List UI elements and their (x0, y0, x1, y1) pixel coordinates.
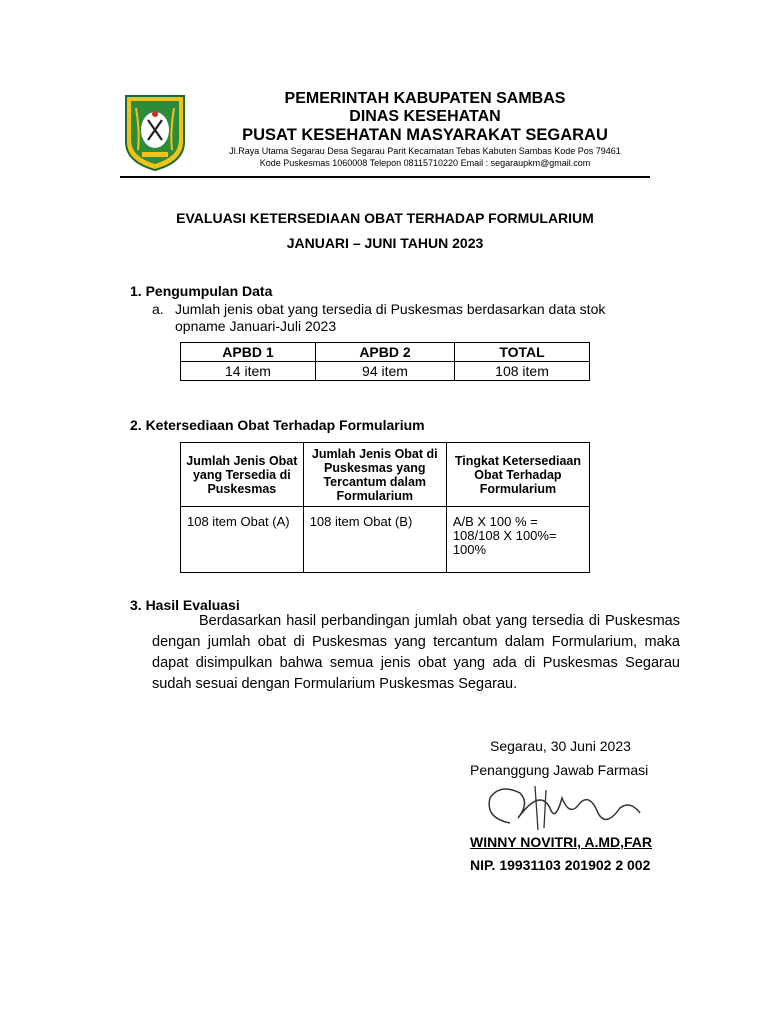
signatory-name: WINNY NOVITRI, A.MD,FAR (470, 834, 652, 850)
signature-role: Penanggung Jawab Farmasi (470, 762, 649, 778)
section1-item-text: Jumlah jenis obat yang tersedia di Puskesmas berdasarkan data stok (175, 301, 606, 317)
table-header-cell: TOTAL (455, 343, 590, 362)
letterhead-line2: DINAS KESEHATAN (349, 108, 501, 125)
table-header-cell: APBD 1 (181, 343, 316, 362)
crest-icon (122, 92, 188, 172)
table-cell: 14 item (181, 362, 316, 381)
section2-heading: 2. Ketersediaan Obat Terhadap Formularium (130, 417, 425, 433)
document-title: EVALUASI KETERSEDIAAN OBAT TERHADAP FORMULARIUM (176, 210, 594, 226)
table-row (181, 362, 590, 381)
section1-item-marker: a. (152, 301, 164, 317)
district-logo (122, 92, 188, 172)
table-header-cell: Jumlah Jenis Obat di Puskesmas yang Tercantum dalam Formularium (303, 443, 446, 507)
table-cell: A/B X 100 % = 108/108 X 100%= 100% (446, 507, 589, 573)
table-header-row (181, 343, 590, 362)
letterhead-line3: PUSAT KESEHATAN MASYARAKAT SEGARAU (242, 126, 608, 144)
handwritten-signature (480, 778, 650, 838)
signatory-nip: NIP. 19931103 201902 2 002 (470, 857, 651, 873)
table-cell: 108 item (455, 362, 590, 381)
table-cell: 108 item Obat (B) (303, 507, 446, 573)
availability-table (180, 442, 590, 573)
table-cell: 94 item (315, 362, 454, 381)
table-header-cell: Tingkat Ketersediaan Obat Terhadap Formularium (446, 443, 589, 507)
section3-heading: 3. Hasil Evaluasi (130, 597, 240, 613)
document-subtitle: JANUARI – JUNI TAHUN 2023 (286, 235, 484, 251)
letterhead-address: Jl.Raya Utama Segarau Desa Segarau Parit Kecamatan Tebas Kabuten Sambas Kode Pos 79461 (229, 146, 621, 156)
letterhead-contact: Kode Puskesmas 1060008 Telepon 08115710220 Email : segaraupkm@gmail.com (259, 158, 591, 168)
table-header-cell: Jumlah Jenis Obat yang Tersedia di Puskesmas (181, 443, 304, 507)
table-row (181, 507, 590, 573)
signature-place-date: Segarau, 30 Juni 2023 (490, 738, 631, 754)
stock-table (180, 342, 590, 381)
letterhead-divider (120, 176, 650, 178)
section1-heading: 1. Pengumpulan Data (130, 283, 273, 299)
evaluation-paragraph: Berdasarkan hasil perbandingan jumlah obat yang tersedia di Puskesmas dengan jumlah obat di Puskesmas yang tercantum dalam Formularium, maka dapat disimpulkan bahwa semua jenis obat yang ada di Puskesmas Segarau sudah sesuai dengan Formularium Puskesmas Segarau. (152, 613, 680, 692)
table-header-row (181, 443, 590, 507)
table-header-cell: APBD 2 (315, 343, 454, 362)
section1-item-text-2: opname Januari-Juli 2023 (175, 318, 337, 334)
table-cell: 108 item Obat (A) (181, 507, 304, 573)
letterhead-line1: PEMERINTAH KABUPATEN SAMBAS (284, 90, 566, 107)
